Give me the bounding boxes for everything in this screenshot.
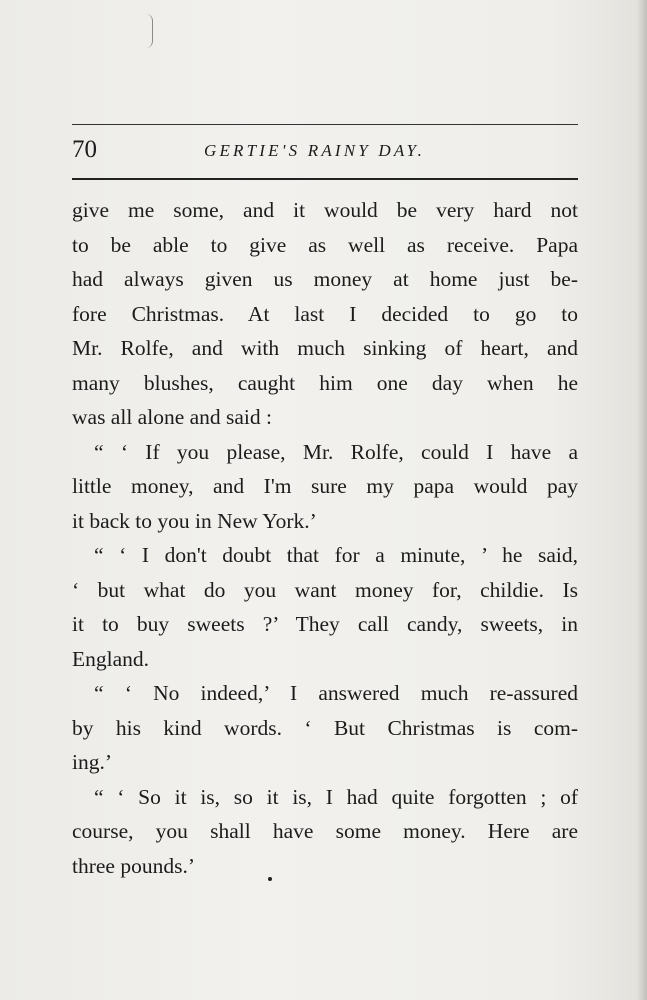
page-edge-shadow [637,0,647,1000]
text-line: “ ‘ If you please, Mr. Rolfe, could I have a [94,439,578,464]
text-line: ing.’ [72,750,113,774]
header-rule-top [72,124,578,125]
text-line: give me some, and it would be very hard not [72,198,578,222]
text-line: many blushes, caught him one day when he [72,370,578,395]
text-line: three pounds.’ [72,853,195,878]
text-line: to be able to give as well as receive. Papa [72,232,578,257]
text-line: little money, and I'm sure my papa would pay [72,474,578,498]
text-line: by his kind words. ‘ But Christmas is com- [72,715,578,740]
running-title: GERTIE'S RAINY DAY. [204,141,426,160]
running-header [72,132,578,172]
pencil-mark [146,14,153,48]
body-text [72,193,578,883]
text-line: “ ‘ I don't doubt that for a minute, ’ he said, [94,543,578,567]
text-line: fore Christmas. At last I decided to go to [72,301,578,326]
text-line: Mr. Rolfe, and with much sinking of heart, and [72,336,578,360]
text-line: “ ‘ No indeed,’ I answered much re-assured [94,681,578,705]
header-rule-bottom [72,178,578,180]
text-line: it to buy sweets ?’ They call candy, sweets, in [72,612,578,636]
text-line: England. [72,646,150,671]
ink-speck [268,877,272,881]
text-line: it back to you in New York.’ [72,508,317,533]
page-number: 70 [72,136,97,163]
text-line: “ ‘ So it is, so it is, I had quite forgotten ; of [94,784,578,809]
text-line: was all alone and said : [72,405,273,429]
text-line: ‘ but what do you want money for, childie. Is [72,577,578,602]
text-line: course, you shall have some money. Here are [72,819,578,843]
text-line: had always given us money at home just be- [72,267,578,291]
